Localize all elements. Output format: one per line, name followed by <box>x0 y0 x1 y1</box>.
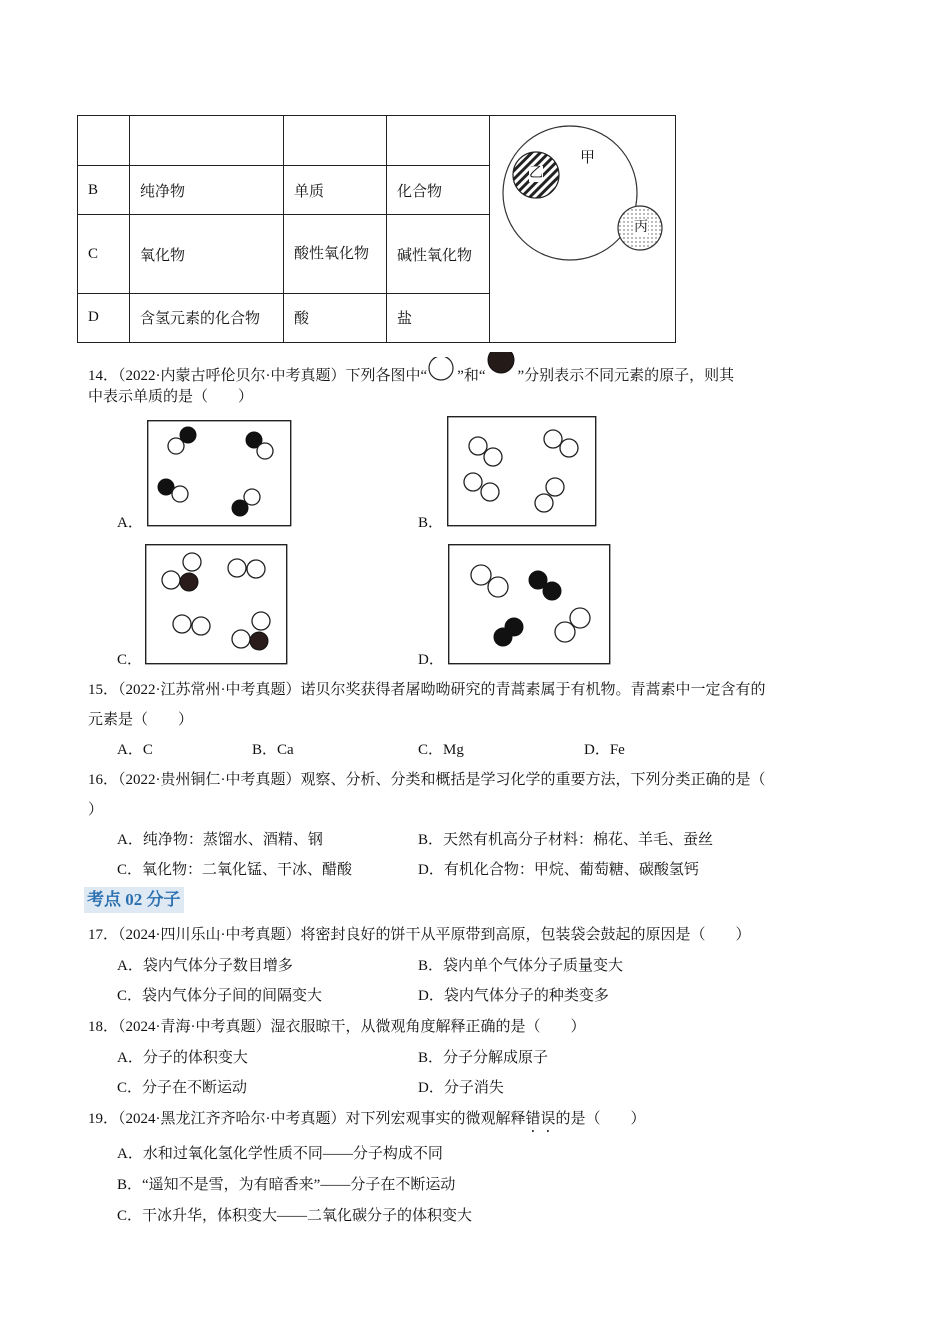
question-19 <box>88 1104 646 1136</box>
question-text: ”和“ <box>457 368 486 384</box>
table-cell <box>78 116 130 166</box>
option-d[interactable]: D．袋内气体分子的种类变多 <box>418 988 609 1004</box>
option-b[interactable]: B．Ca <box>252 742 294 758</box>
table-cell: 盐 <box>387 293 490 342</box>
question-number: 15． <box>88 682 119 698</box>
option-a[interactable]: A．纯净物：蒸馏水、酒精、钢 <box>117 832 323 848</box>
question-number: 16． <box>88 772 119 788</box>
table-cell <box>284 116 387 166</box>
emphasized-word: 错误 <box>525 1111 556 1127</box>
table-cell: 酸性氧化物 <box>284 215 387 293</box>
question-text: （2022·内蒙古呼伦贝尔·中考真题）下列各图中“ <box>118 368 428 384</box>
question-number: 19． <box>88 1111 119 1127</box>
question-18 <box>88 1012 586 1042</box>
table-cell: 酸 <box>284 293 387 342</box>
option-a[interactable]: A．分子的体积变大 <box>117 1050 248 1066</box>
option-a[interactable]: A． <box>117 515 143 531</box>
question-text: （2024·黑龙江齐齐哈尔·中考真题）对下列宏观事实的微观解释 <box>118 1111 526 1127</box>
question-number: 18． <box>88 1019 119 1035</box>
option-d-diagram <box>448 544 611 665</box>
option-a-diagram <box>147 420 292 527</box>
question-16 <box>88 765 766 795</box>
question-16-line2: ） <box>88 802 104 818</box>
option-b[interactable]: B．天然有机高分子材料：棉花、羊毛、蚕丝 <box>418 832 714 848</box>
option-c-diagram <box>145 544 288 665</box>
table-cell: 含氢元素的化合物 <box>130 293 284 342</box>
classification-table <box>77 115 676 343</box>
table-cell: 纯净物 <box>130 166 284 215</box>
option-d[interactable]: D．分子消失 <box>418 1080 504 1096</box>
question-text: （2024·四川乐山·中考真题）将密封良好的饼干从平原带到高原，包装袋会鼓起的原因是（ ） <box>118 927 751 943</box>
option-a[interactable]: A．水和过氧化氢化学性质不同——分子构成不同 <box>117 1146 443 1162</box>
table-cell: B <box>78 166 130 215</box>
option-c[interactable]: C．分子在不断运动 <box>117 1080 248 1096</box>
option-a[interactable]: A．C <box>117 742 153 758</box>
table-cell: 化合物 <box>387 166 490 215</box>
venn-diagram-cell <box>490 116 676 343</box>
table-cell: 碱性氧化物 <box>387 215 490 293</box>
black-atom-icon <box>486 352 518 380</box>
table-cell: C <box>78 215 130 293</box>
option-d[interactable]: D． <box>418 652 444 668</box>
option-d[interactable]: D．有机化合物：甲烷、葡萄糖、碳酸氢钙 <box>418 862 699 878</box>
table-row <box>78 116 676 166</box>
venn-label-bing: 丙 <box>634 220 648 235</box>
option-c[interactable]: C．氧化物：二氧化锰、干冰、醋酸 <box>117 862 353 878</box>
table-cell: 单质 <box>284 166 387 215</box>
table-cell: 氧化物 <box>130 215 284 293</box>
option-c[interactable]: C．Mg <box>418 742 464 758</box>
option-c[interactable]: C．干冰升华，体积变大——二氧化碳分子的体积变大 <box>117 1208 473 1224</box>
option-c[interactable]: C．袋内气体分子间的间隔变大 <box>117 988 323 1004</box>
table-cell <box>387 116 490 166</box>
question-17 <box>88 920 751 950</box>
section-heading: 考点 02 分子 <box>84 887 184 913</box>
question-14-line2: 中表示单质的是（ ） <box>88 389 254 405</box>
option-a[interactable]: A．袋内气体分子数目增多 <box>117 958 293 974</box>
question-15-line2: 元素是（ ） <box>88 712 194 728</box>
white-atom-icon <box>427 357 457 383</box>
option-b[interactable]: B．分子分解成原子 <box>418 1050 549 1066</box>
question-text: （2022·江苏常州·中考真题）诺贝尔奖获得者屠呦呦研究的青蒿素属于有机物。青蒿素中一定含有的 <box>118 682 766 698</box>
option-b-diagram <box>447 416 597 527</box>
table-cell <box>130 116 284 166</box>
question-text: ”分别表示不同元素的原子，则其 <box>517 368 735 384</box>
option-d[interactable]: D．Fe <box>584 742 625 758</box>
option-b[interactable]: B．“遥知不是雪，为有暗香来”——分子在不断运动 <box>117 1177 456 1193</box>
question-number: 17． <box>88 927 119 943</box>
question-text: （2024·青海·中考真题）湿衣服晾干，从微观角度解释正确的是（ ） <box>118 1019 586 1035</box>
venn-label-yi: 乙 <box>529 166 543 181</box>
question-text: 的是（ ） <box>555 1111 646 1127</box>
venn-label-jia: 甲 <box>580 150 596 166</box>
option-c[interactable]: C． <box>117 652 143 668</box>
question-15 <box>88 675 766 705</box>
question-text: （2022·贵州铜仁·中考真题）观察、分析、分类和概括是学习化学的重要方法，下列分类正确的是（ <box>118 772 766 788</box>
option-b[interactable]: B．袋内单个气体分子质量变大 <box>418 958 624 974</box>
table-cell: D <box>78 293 130 342</box>
option-b[interactable]: B． <box>418 515 444 531</box>
question-number: 14． <box>88 368 119 384</box>
